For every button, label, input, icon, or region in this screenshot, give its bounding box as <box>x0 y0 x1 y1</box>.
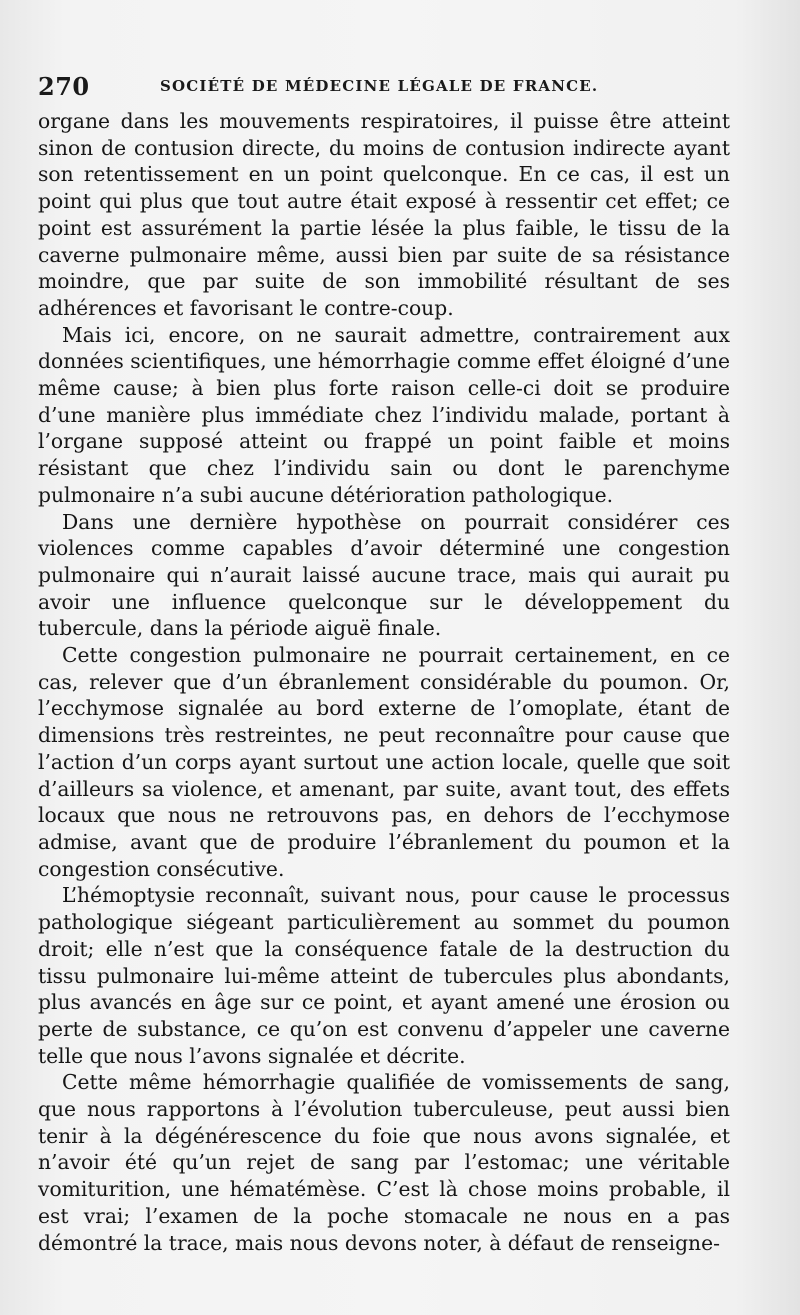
page-number: 270 <box>38 72 90 101</box>
paragraph: L’hémoptysie reconnaît, suivant nous, pour cause le processus pathologique siégeant particulièrement au sommet du poumon droit; elle n’est que la conséquence fatale de la destruction du tissu pulmonaire lui-même atteint de tubercules plus abondants, plus avancés en âge sur ce point, et ayant amené une érosion ou perte de substance, ce qu’on est convenu d’appeler une caverne telle que nous l’avons signalée et décrite. <box>38 883 730 1068</box>
paragraph: Dans une dernière hypothèse on pourrait considérer ces violences comme capables d’avoir déterminé une congestion pulmonaire qui n’aurait laissé aucune trace, mais qui aurait pu avoir une influence quelconque sur le développement du tubercule, dans la période aiguë finale. <box>38 509 730 641</box>
paragraph: Mais ici, encore, on ne saurait admettre, contrairement aux données scientifiques, une hémorrhagie comme effet éloigné d’une même cause; à bien plus forte raison celle-ci doit se produire d’une manière plus immédiate chez l’individu malade, portant à l’organe supposé atteint ou frappé un point faible et moins résistant que chez l’individu sain ou dont le parenchyme pulmonaire n’a subi aucune détérioration pathologique. <box>38 322 730 507</box>
paragraph: Cette congestion pulmonaire ne pourrait certainement, en ce cas, relever que d’un ébranlement considérable du poumon. Or, l’ecchymose signalée au bord externe de l’omoplate, étant de dimensions très restreintes, ne peut reconnaître pour cause que l’action d’un corps ayant surtout une action locale, quelle que soit d’ailleurs sa violence, et amenant, par suite, avant tout, des effets locaux que nous ne retrouvons pas, en dehors de l’ecchymose admise, avant que de produire l’ébranlement du poumon et la congestion consécutive. <box>38 643 730 881</box>
paragraph: Cette même hémorrhagie qualifiée de vomissements de sang, que nous rapportons à l’évolution tuberculeuse, peut aussi bien tenir à la dégénérescence du foie que nous avons signalée, et n’avoir été qu’un rejet de sang par l’estomac; une véritable vomiturition, une hématémèse. C’est là chose moins probable, il est vrai; l’examen de la poche stomacale ne nous en a pas démontré la trace, mais nous devons noter, à défaut de renseigne- <box>38 1070 730 1255</box>
body-text <box>38 108 730 1256</box>
page-header <box>38 72 768 102</box>
paragraph-continuation: organe dans les mouvements respiratoires, il puisse être atteint sinon de contusion directe, du moins de contusion indirecte ayant son retentissement en un point quelconque. En ce cas, il est un point qui plus que tout autre était exposé à ressentir cet effet; ce point est assurément la partie lésée la plus faible, le tissu de la caverne pulmonaire même, aussi bien par suite de sa résistance moindre, que par suite de son immobilité résultant de ses adhérences et favorisant le contre-coup. <box>38 109 730 320</box>
running-title: SOCIÉTÉ DE MÉDECINE LÉGALE DE FRANCE. <box>160 77 599 95</box>
